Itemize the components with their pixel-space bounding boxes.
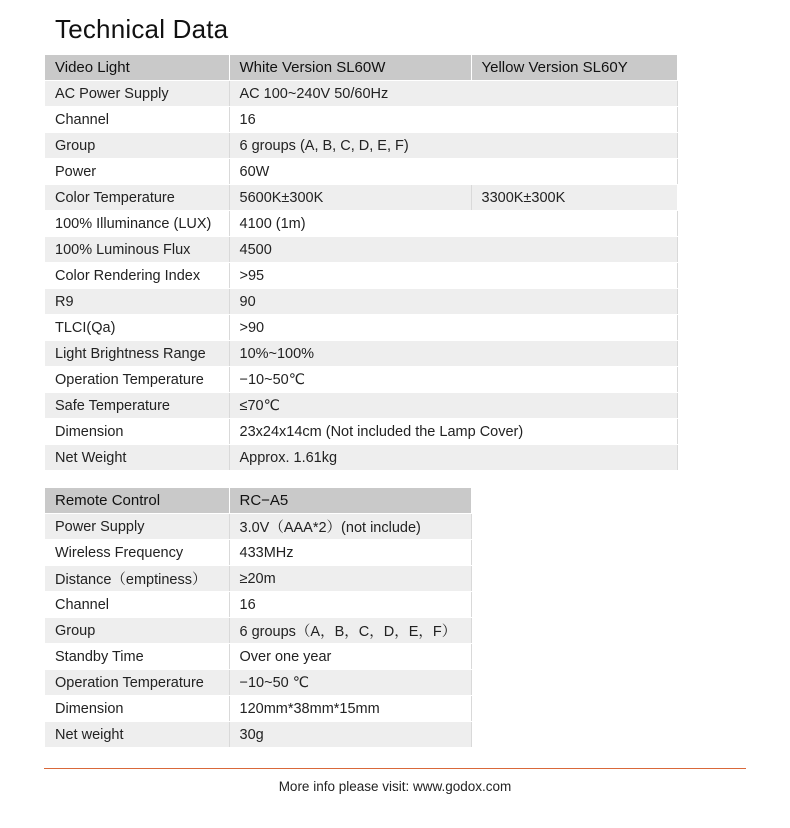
spec-value: >90 (229, 315, 677, 341)
spec-value: 433MHz (229, 540, 471, 566)
spec-value: 6 groups (A, B, C, D, E, F) (229, 133, 677, 159)
spec-label: TLCI(Qa) (45, 315, 229, 341)
spec-label: Dimension (45, 419, 229, 445)
spec-label: Net weight (45, 722, 229, 748)
spec-label: Group (45, 618, 229, 644)
spec-value: 4100 (1m) (229, 211, 677, 237)
header-cell: Remote Control (45, 488, 229, 514)
table-row (45, 514, 471, 540)
spec-value: 120mm*38mm*15mm (229, 696, 471, 722)
spec-value: >95 (229, 263, 677, 289)
table-row (45, 540, 471, 566)
table-row (45, 185, 677, 211)
table-header-row (45, 55, 677, 81)
table-row (45, 670, 471, 696)
spec-label: Wireless Frequency (45, 540, 229, 566)
spec-value: −10~50 ℃ (229, 670, 471, 696)
table-header-row (45, 488, 471, 514)
spec-value: 16 (229, 592, 471, 618)
spec-label: Power Supply (45, 514, 229, 540)
header-cell: RC−A5 (229, 488, 471, 514)
spec-label: Color Temperature (45, 185, 229, 211)
table-row (45, 566, 471, 592)
table-row (45, 159, 677, 185)
spec-label: Channel (45, 107, 229, 133)
footer-link-text: More info please visit: www.godox.com (278, 779, 512, 794)
spec-value: ≤70℃ (229, 393, 677, 419)
table-row (45, 445, 677, 471)
video-light-spec-table (45, 55, 678, 471)
spec-value: 23x24x14cm (Not included the Lamp Cover) (229, 419, 677, 445)
spec-label: Net Weight (45, 445, 229, 471)
spec-value: 5600K±300K (229, 185, 471, 211)
spec-label: Power (45, 159, 229, 185)
table-row (45, 263, 677, 289)
spec-label: Group (45, 133, 229, 159)
spec-label: Operation Temperature (45, 670, 229, 696)
spec-value: 3.0V（AAA*2）(not include) (229, 514, 471, 540)
spec-label: R9 (45, 289, 229, 315)
spec-value: 90 (229, 289, 677, 315)
table-row (45, 289, 677, 315)
spec-value: 60W (229, 159, 677, 185)
table-row (45, 133, 677, 159)
spec-label: AC Power Supply (45, 81, 229, 107)
spec-value: −10~50℃ (229, 367, 677, 393)
spec-value: 10%~100% (229, 341, 677, 367)
spec-label: Standby Time (45, 644, 229, 670)
spec-value: Approx. 1.61kg (229, 445, 677, 471)
table-row (45, 367, 677, 393)
header-cell: Video Light (45, 55, 229, 81)
spec-label: Color Rendering Index (45, 263, 229, 289)
table-row (45, 237, 677, 263)
header-cell: Yellow Version SL60Y (471, 55, 677, 81)
footer-divider (44, 768, 746, 769)
spec-label: Channel (45, 592, 229, 618)
spec-label: Light Brightness Range (45, 341, 229, 367)
spec-value: 4500 (229, 237, 677, 263)
table-row (45, 393, 677, 419)
spec-value: 30g (229, 722, 471, 748)
table-row (45, 592, 471, 618)
table-row (45, 618, 471, 644)
table-row (45, 696, 471, 722)
spec-label: 100% Luminous Flux (45, 237, 229, 263)
spec-label: Dimension (45, 696, 229, 722)
table-row (45, 107, 677, 133)
page-title: Technical Data (55, 14, 229, 44)
table-row (45, 341, 677, 367)
table-row (45, 644, 471, 670)
spec-label: Distance（emptiness） (45, 566, 229, 592)
table-row (45, 722, 471, 748)
spec-label: Safe Temperature (45, 393, 229, 419)
spec-value: AC 100~240V 50/60Hz (229, 81, 677, 107)
table-row (45, 211, 677, 237)
spec-label: Operation Temperature (45, 367, 229, 393)
table-row (45, 419, 677, 445)
spec-value: 16 (229, 107, 677, 133)
spec-value: Over one year (229, 644, 471, 670)
table-row (45, 315, 677, 341)
remote-control-spec-table (45, 488, 472, 748)
spec-value: ≥20m (229, 566, 471, 592)
table-row (45, 81, 677, 107)
spec-label: 100% Illuminance (LUX) (45, 211, 229, 237)
header-cell: White Version SL60W (229, 55, 471, 81)
spec-value: 6 groups（A，B，C，D，E，F） (229, 618, 471, 644)
spec-value: 3300K±300K (471, 185, 677, 211)
